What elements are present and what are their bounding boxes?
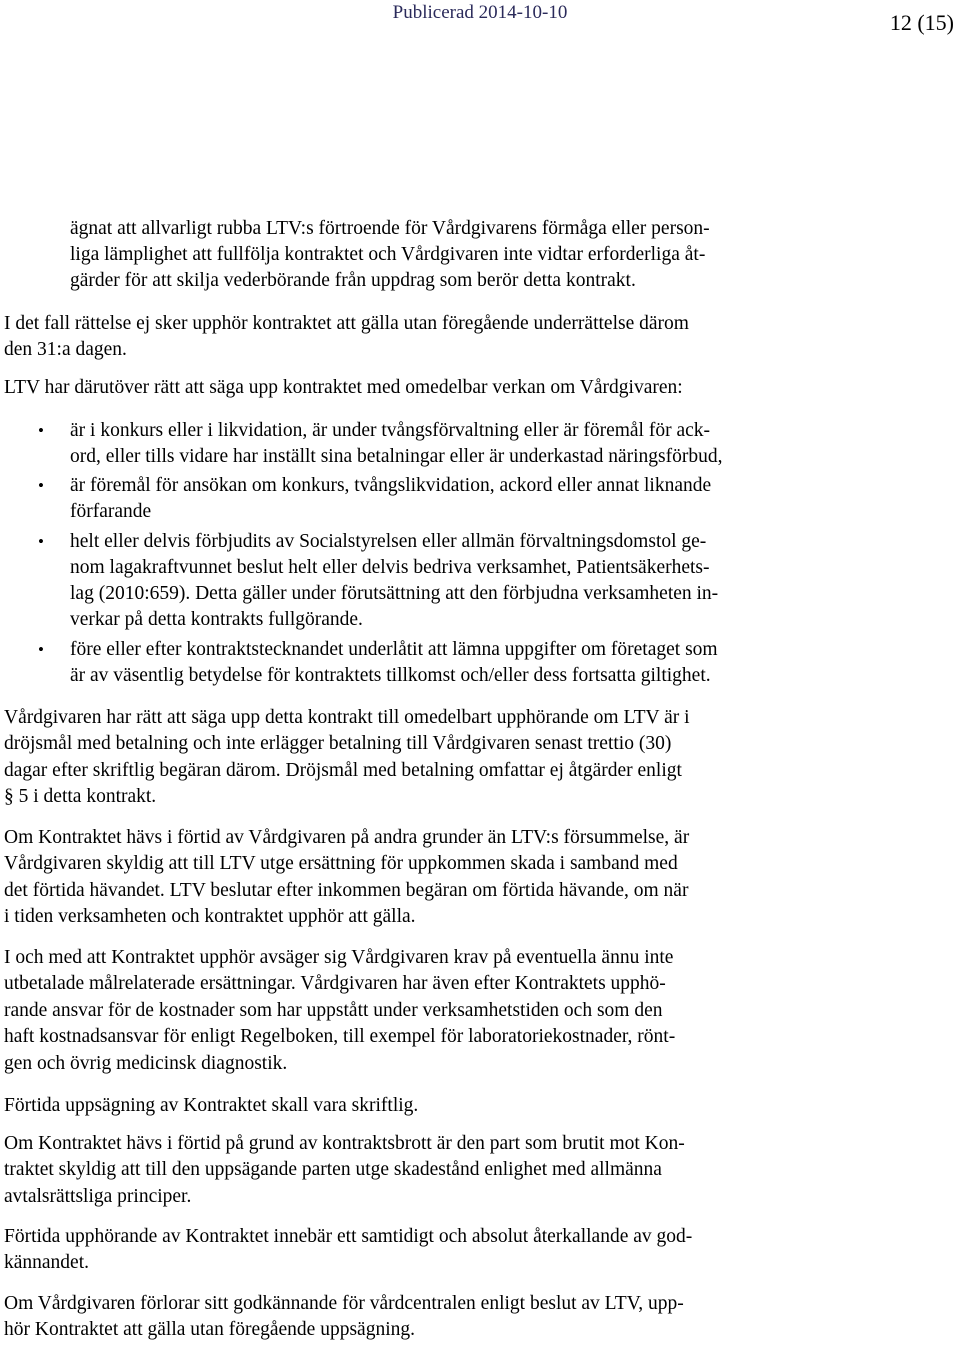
text-line: lag (2010:659). Detta gäller under förutsättning att den förbjudna verksamheten in- (70, 583, 719, 604)
text-line: gärder för att skilja vederbörande från uppdrag som berör detta kontrakt. (70, 270, 636, 291)
text-line: liga lämplighet att fullfölja kontraktet och Vårdgivaren inte vidtar erforderliga åt- (70, 244, 706, 265)
text-line: utbetalade målrelaterade ersättningar. Vårdgivaren har även efter Kontraktets upphö- (4, 973, 666, 994)
text-line: Förtida upphörande av Kontraktet innebär ett samtidigt och absolut återkallande av god- (4, 1226, 693, 1247)
text-line: är i konkurs eller i likvidation, är under tvångsförvaltning eller är föremål för ack- (70, 420, 711, 441)
text-line: Om Kontraktet hävs i förtid av Vårdgivaren på andra grunder än LTV:s försummelse, är (4, 827, 690, 848)
text-line: I och med att Kontraktet upphör avsäger sig Vårdgivaren krav på eventuella ännu inte (4, 947, 674, 968)
text-line: LTV har därutöver rätt att säga upp kontraktet med omedelbar verkan om Vårdgivaren: (4, 377, 683, 398)
text-line: förfarande (70, 501, 152, 522)
text-line: rande ansvar för de kostnader som har uppstått under verksamhetstiden och som den (4, 1000, 663, 1021)
text-line: dagar efter skriftlig begäran därom. Dröjsmål med betalning omfattar ej åtgärder enligt (4, 760, 682, 781)
text-line: gen och övrig medicinsk diagnostik. (4, 1053, 288, 1074)
text-line: avtalsrättsliga principer. (4, 1186, 192, 1207)
text-line: nom lagakraftvunnet beslut helt eller delvis bedriva verksamhet, Patientsäkerhets- (70, 557, 710, 578)
text-line: Förtida uppsägning av Kontraktet skall vara skriftlig. (4, 1095, 419, 1116)
text-line: § 5 i detta kontrakt. (4, 786, 157, 807)
bullet-marker: • (38, 532, 44, 551)
text-line: i tiden verksamheten och kontraktet upphör att gälla. (4, 906, 416, 927)
publication-date: Publicerad 2014-10-10 (392, 2, 568, 23)
text-line: Om Kontraktet hävs i förtid på grund av kontraktsbrott är den part som brutit mot Kon- (4, 1133, 685, 1154)
text-line: hör Kontraktet att gälla utan föregående uppsägning. (4, 1319, 415, 1340)
text-line: den 31:a dagen. (4, 339, 127, 360)
text-line: ord, eller tills vidare har inställt sina betalningar eller är underkastad näringsförbud, (70, 446, 723, 467)
bullet-marker: • (38, 640, 44, 659)
text-line: Om Vårdgivaren förlorar sitt godkännande för vårdcentralen enligt beslut av LTV, upp- (4, 1293, 684, 1314)
text-line: Vårdgivaren skyldig att till LTV utge ersättning för uppkommen skada i samband med (4, 853, 678, 874)
text-line: haft kostnadsansvar för enligt Regelboken, till exempel för laboratoriekostnader, rönt- (4, 1026, 676, 1047)
text-line: helt eller delvis förbjudits av Socialstyrelsen eller allmän förvaltningsdomstol ge- (70, 531, 707, 552)
page-number: 12 (15) (889, 10, 954, 35)
text-line: det förtida hävandet. LTV beslutar efter inkommen begäran om förtida hävande, om när (4, 880, 689, 901)
text-line: verkar på detta kontrakts fullgörande. (70, 609, 363, 630)
text-line: Vårdgivaren har rätt att säga upp detta kontrakt till omedelbart upphörande om LTV är i (4, 707, 690, 728)
text-line: är föremål för ansökan om konkurs, tvångslikvidation, ackord eller annat liknande (70, 475, 712, 496)
bullet-marker: • (38, 421, 44, 440)
text-line: traktet skyldig att till den uppsägande parten utge skadestånd enlighet med allmänna (4, 1159, 662, 1180)
text-line: före eller efter kontraktstecknandet underlåtit att lämna uppgifter om företaget som (70, 639, 718, 660)
text-line: I det fall rättelse ej sker upphör kontraktet att gälla utan föregående underrättelse därom (4, 313, 689, 334)
text-line: dröjsmål med betalning och inte erlägger betalning till Vårdgivaren senast trettio (30) (4, 733, 672, 754)
text-line: kännandet. (4, 1252, 90, 1273)
text-line: ägnat att allvarligt rubba LTV:s förtroende för Vårdgivarens förmåga eller person- (70, 218, 710, 239)
text-line: är av väsentlig betydelse för kontraktets tillkomst och/eller dess fortsatta giltighet. (70, 665, 711, 686)
bullet-marker: • (38, 476, 44, 495)
